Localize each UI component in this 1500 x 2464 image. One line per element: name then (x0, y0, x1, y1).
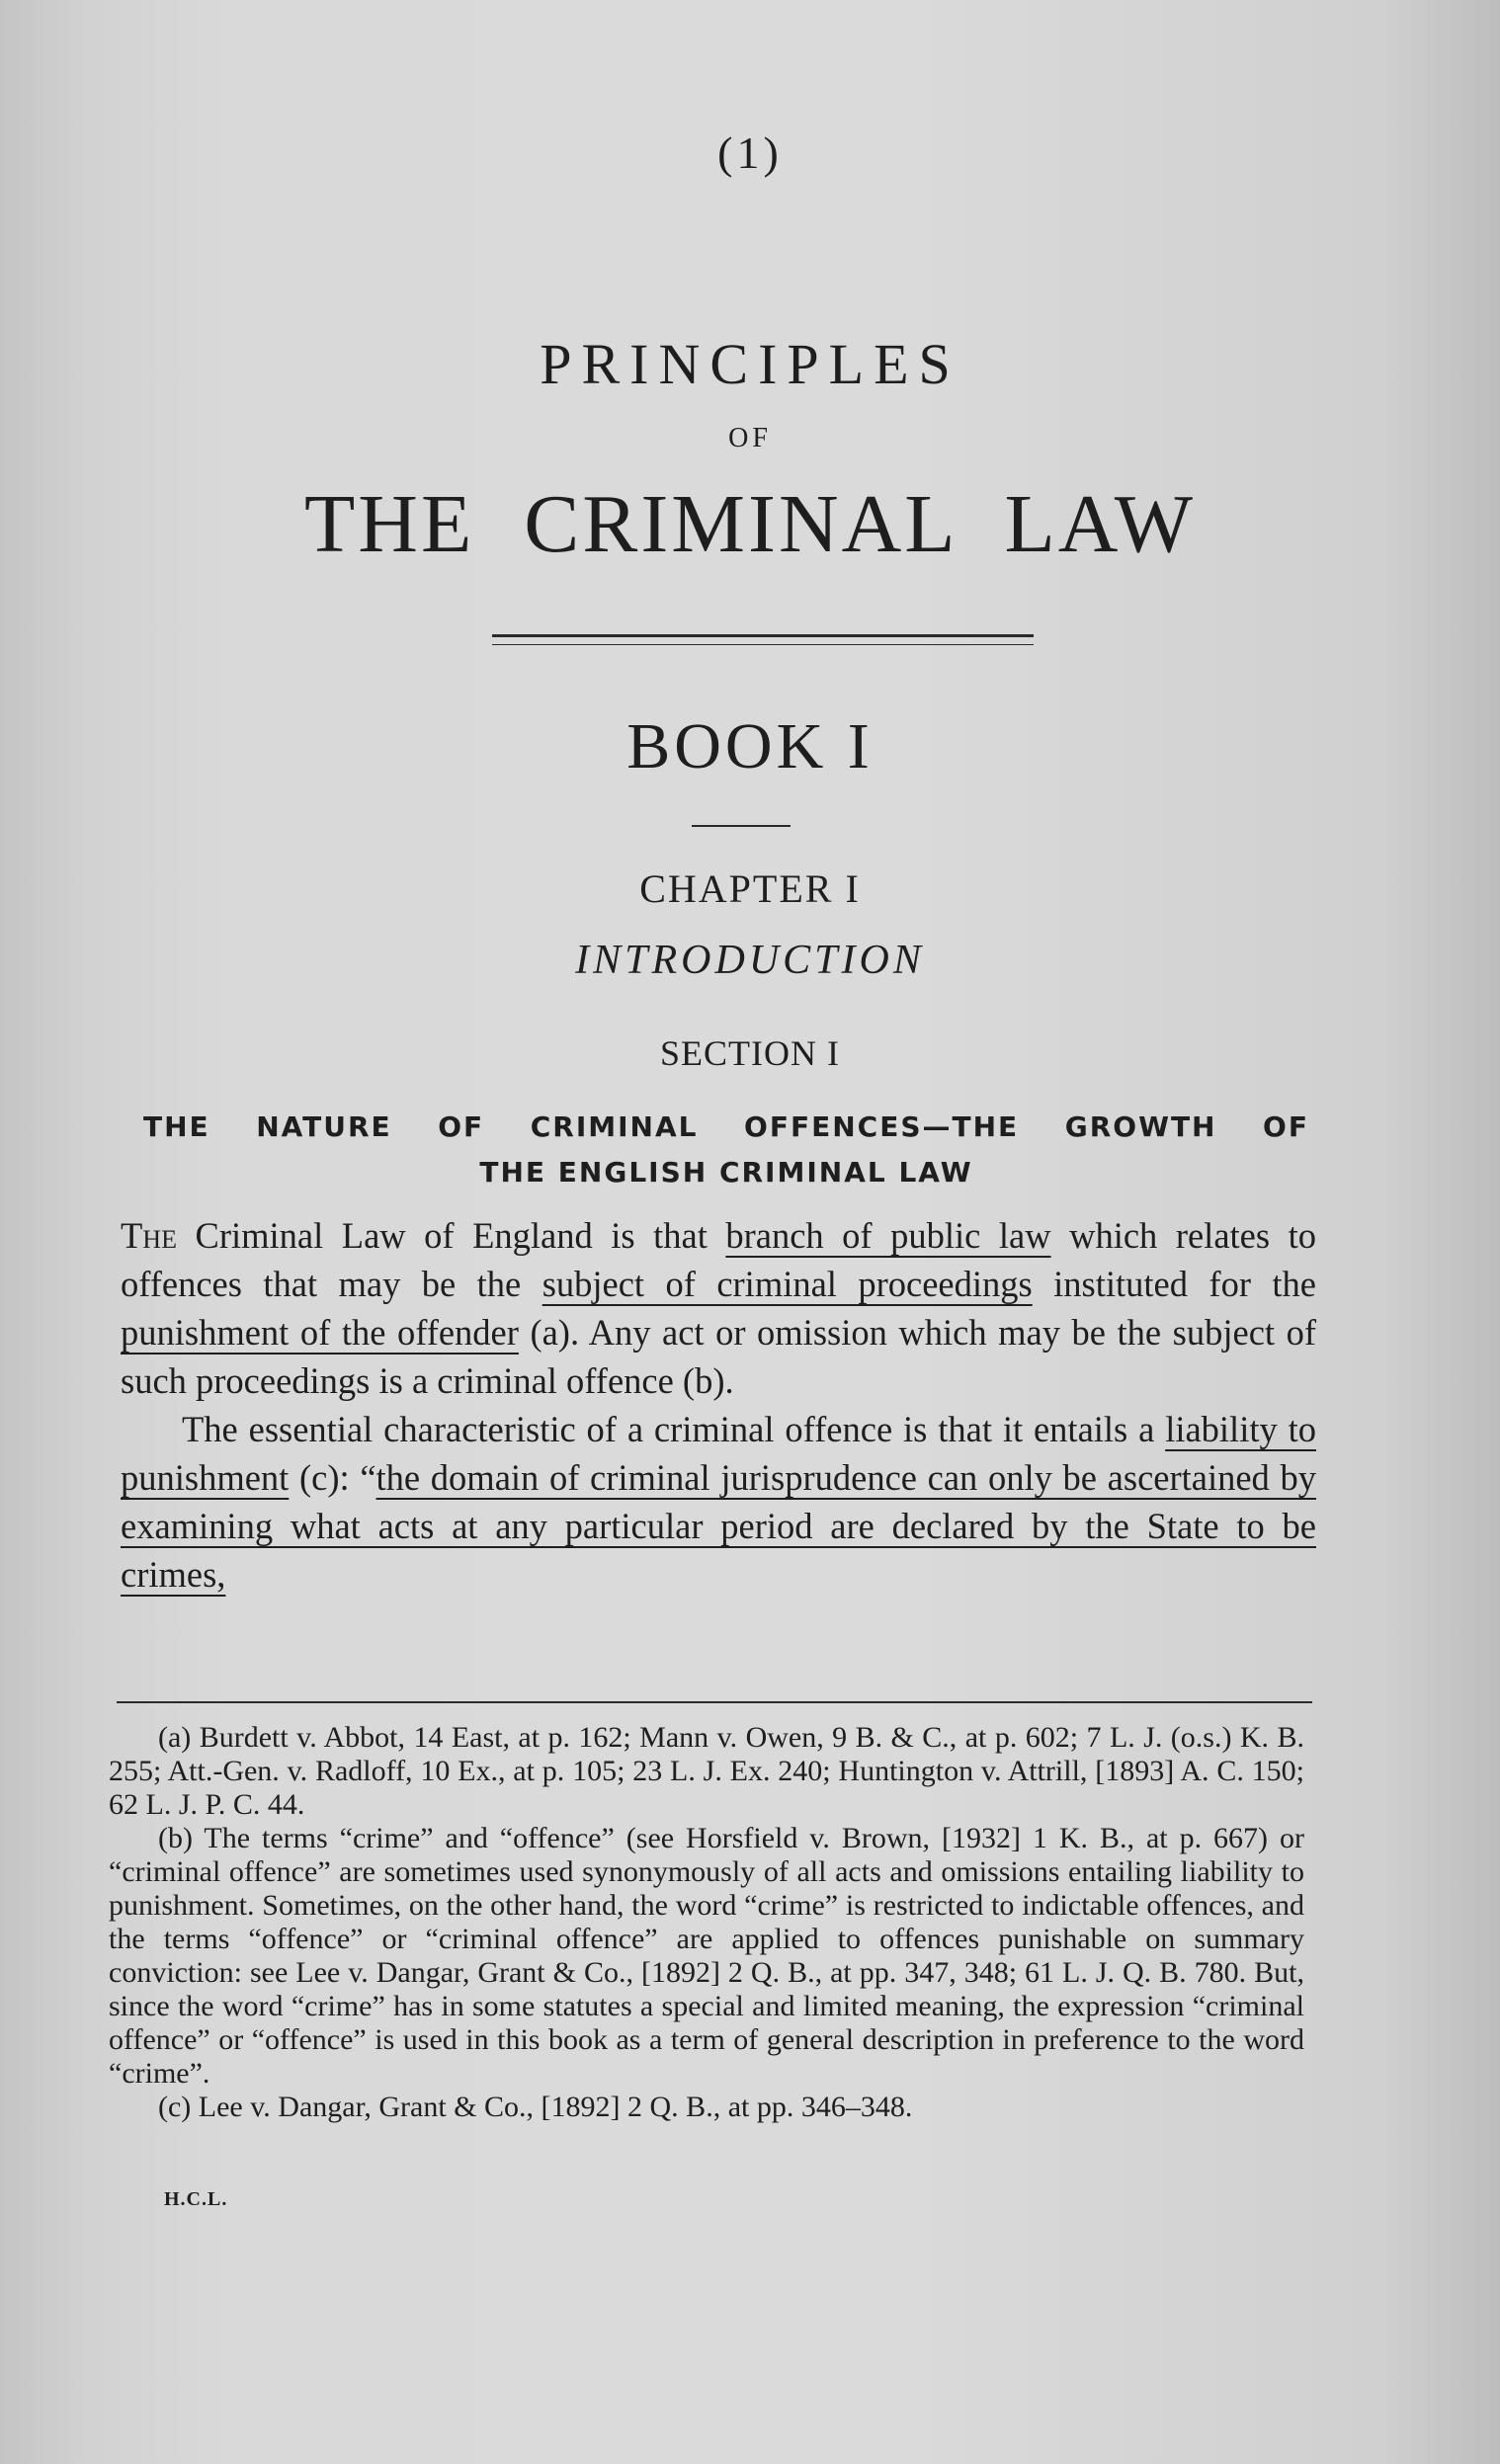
book-title: BOOK I (626, 710, 874, 782)
underlined-phrase: punishment of the offender (121, 1312, 519, 1353)
footnotes (109, 1721, 1304, 2124)
paragraph-1 (121, 1211, 1316, 1405)
text-run: Criminal Law of England is that (176, 1215, 726, 1256)
paragraph-2 (121, 1405, 1316, 1599)
short-rule-divider (692, 825, 791, 827)
section-heading-line-2: THE ENGLISH CRIMINAL LAW (479, 1156, 973, 1189)
underlined-phrase: branch of public law (725, 1215, 1051, 1256)
footnote-c: (c) Lee v. Dangar, Grant & Co., [1892] 2 Q. B., at pp. 346–348. (158, 2091, 913, 2123)
text-run: instituted for the (1032, 1264, 1316, 1304)
underlined-phrase: subject of criminal proceedings (542, 1264, 1033, 1304)
underlined-phrase: liability to punishment (121, 1409, 1316, 1498)
section-label: SECTION I (660, 1033, 840, 1073)
section-heading-line-1: THE NATURE OF CRIMINAL OFFENCES—THE GROWTH OF (143, 1110, 1309, 1143)
footnote-b: (b) The terms “crime” and “offence” (see Horsfield v. Brown, [1932] 1 K. B., at p. 667) or “criminal offence” are sometimes used synonymously of all acts and omissions entailing liability to punishment. Sometimes, on the other hand, the word “crime” is restricted to indictable offences, and the terms “offence” or “criminal offence” are applied to offences punishable on summary conviction: see Lee v. Dangar, Grant & Co., [1892] 2 Q. B., at pp. 347, 348; 61 L. J. Q. B. 780. But, since the word “crime” has in some statutes a special and limited meaning, the expression “criminal offence” or “offence” is used in this book as a term of general description in preference to the word “crime”. (109, 1822, 1304, 2090)
text-run: (a). Any act or omission which may be the subject of such proceedings is a criminal offence (b). (121, 1312, 1316, 1401)
footnote-rule (117, 1701, 1312, 1703)
lead-word: The (121, 1215, 177, 1256)
section-heading (143, 1105, 1309, 1195)
title-of: OF (728, 423, 772, 453)
double-rule-divider (492, 634, 1034, 645)
text-run: which relates to offences that may be the (121, 1215, 1316, 1304)
title-criminal-law: THE CRIMINAL LAW (303, 478, 1197, 570)
chapter-title: INTRODUCTION (575, 938, 925, 983)
title-principles: PRINCIPLES (540, 332, 960, 396)
footnote-a: (a) Burdett v. Abbot, 14 East, at p. 162; Mann v. Owen, 9 B. & C., at p. 602; 7 L. J. (o.s.) K. B. 255; Att.-Gen. v. Radloff, 10 Ex., at p. 105; 23 L. J. Ex. 240; Huntington v. Attrill, [1893] A. C. 150; 62 L. J. P. C. 44. (109, 1721, 1304, 1821)
chapter-label: CHAPTER I (639, 866, 861, 911)
printer-signature-mark: H.C.L. (164, 2188, 228, 2210)
text-run: The essential characteristic of a criminal offence is that it entails a (182, 1409, 1166, 1449)
page-number: (1) (717, 127, 783, 178)
text-run: (c): “ (289, 1457, 376, 1498)
body-text (121, 1211, 1316, 1599)
underlined-phrase: the domain of criminal jurisprudence can only be ascertained by examining what acts at any particular period are declared by the State to be crimes, (121, 1457, 1316, 1595)
